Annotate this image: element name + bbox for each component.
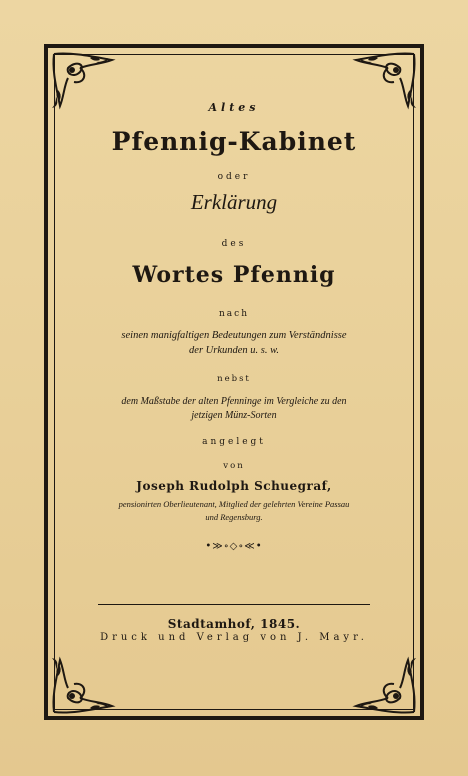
connector-von: von — [223, 461, 245, 471]
author-name: Joseph Rudolph Schuegraf, — [136, 479, 332, 493]
description-line-3: dem Maßstabe der alten Pfenninge im Vergleiche zu den — [121, 396, 347, 407]
connector-nach: nach — [219, 309, 249, 319]
connector-oder: oder — [217, 172, 251, 182]
imprint-place-year: Stadtamhof, 1845. — [167, 617, 301, 631]
heading-altes: Altes — [208, 101, 260, 114]
main-title: Pfennig-Kabinet — [111, 127, 357, 156]
connector-angelegt: angelegt — [202, 437, 266, 447]
connector-nebst: nebst — [217, 374, 251, 384]
subtitle-wortes-pfennig: Wortes Pfennig — [132, 262, 336, 288]
imprint-printer: Druck und Verlag von J. Mayr. — [100, 632, 368, 643]
connector-des: des — [221, 239, 247, 249]
author-description-line-2: und Regensburg. — [205, 512, 263, 522]
description-line-2: der Urkunden u. s. w. — [189, 345, 279, 356]
description-line-4: jetzigen Münz-Sorten — [191, 410, 277, 421]
imprint-rule — [98, 604, 370, 605]
subtitle-erklaerung: Erklärung — [190, 190, 278, 214]
ornament-divider: •≫∘◇∘≪• — [205, 541, 263, 552]
description-line-1: seinen manigfaltigen Bedeutungen zum Verständnisse — [121, 330, 347, 341]
corner-ornament-icon — [348, 654, 418, 716]
corner-ornament-icon — [50, 654, 120, 716]
author-description-line-1: pensionirten Oberlieutenant, Mitglied der gelehrten Vereine Passau — [118, 499, 350, 509]
